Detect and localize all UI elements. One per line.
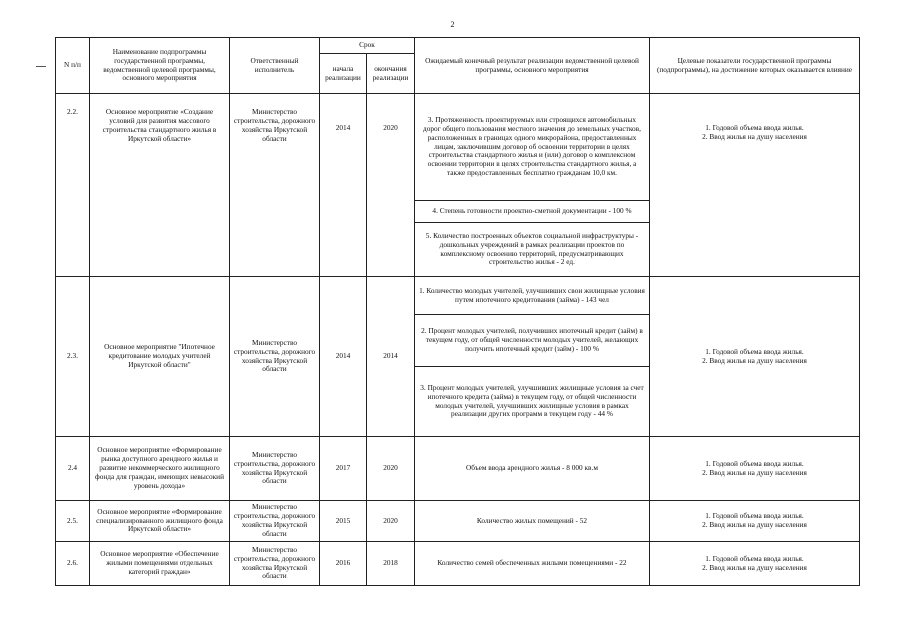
- indicator-line: 1. Годовой объема ввода жилья.: [705, 346, 804, 356]
- row-name: Основное мероприятие «Формирование специализированного жилищного фонда Иркутской области»: [90, 501, 230, 542]
- table-row: [56, 277, 860, 315]
- header-start: начала реализации: [320, 54, 367, 94]
- header-num: N п/п: [56, 38, 90, 94]
- row-result: Количество семей обеспеченных жилыми помещениями - 22: [415, 542, 650, 586]
- table-row: [56, 501, 860, 542]
- indicator-line: 1. Годовой объема ввода жилья.: [705, 553, 804, 563]
- row-result: 2. Процент молодых учителей, получивших ипотечный кредит (займ) в текущем году, от общей численности молодых учителей, желающих получить ипотечный кредит (займ) - 100 %: [415, 315, 650, 367]
- row-number: 2.4: [56, 437, 90, 501]
- indicator-line: 2. Ввод жилья на душу населения: [702, 131, 807, 141]
- row-start-year: 2014: [320, 94, 367, 277]
- row-indicators: [650, 437, 860, 501]
- row-name: Основное мероприятие «Создание условий для развития массового строительства стандартного жилья в Иркутской области»: [90, 94, 230, 277]
- page-number: 2: [450, 20, 455, 29]
- header-name: Наименование подпрограммы государственной программы, ведомственной целевой программы, основного мероприятия: [90, 38, 230, 94]
- row-number: 2.2.: [56, 94, 90, 277]
- row-executor: Министерство строительства, дорожного хозяйства Иркутской области: [230, 542, 320, 586]
- row-start-year: 2014: [320, 277, 367, 437]
- header-end: окончания реализации: [367, 54, 415, 94]
- row-end-year: 2014: [367, 277, 415, 437]
- indicator-line: 1. Годовой объема ввода жилья.: [705, 458, 804, 468]
- row-executor: Министерство строительства, дорожного хозяйства Иркутской области: [230, 437, 320, 501]
- header-indicators: Целевые показатели государственной программы (подпрограммы), на достижение которых оказывается влияние: [650, 38, 860, 94]
- table-row: [56, 437, 860, 501]
- indicator-line: 2. Ввод жилья на душу населения: [702, 355, 807, 365]
- row-name: Основное мероприятие «Обеспечение жилыми помещениями отдельных категорий граждан»: [90, 542, 230, 586]
- row-name: Основное мероприятие «Формирование рынка доступного арендного жилья и развитие некоммерческого жилищного фонда для граждан, имеющих невысокий уровень дохода»: [90, 437, 230, 501]
- row-number: 2.6.: [56, 542, 90, 586]
- table-row: [56, 542, 860, 586]
- row-result: Объем ввода арендного жилья - 8 000 кв.м: [415, 437, 650, 501]
- indicator-line: 2. Ввод жилья на душу населения: [702, 520, 807, 529]
- row-executor: Министерство строительства, дорожного хозяйства Иркутской области: [230, 94, 320, 277]
- row-indicators: [650, 501, 860, 542]
- row-indicators: [650, 277, 860, 437]
- row-result: Количество жилых помещений - 52: [415, 501, 650, 542]
- row-number: 2.5.: [56, 501, 90, 542]
- row-indicators: [650, 94, 860, 277]
- row-end-year: 2020: [367, 437, 415, 501]
- row-result: 5. Количество построенных объектов социальной инфраструктуры - дошкольных учреждений в рамках реализации проектов по комплексному освоению территорий, предусматривающих строительство жилья - 2 ед.: [415, 223, 650, 277]
- row-executor: Министерство строительства, дорожного хозяйства Иркутской области: [230, 501, 320, 542]
- row-name: Основное мероприятие "Ипотечное кредитование молодых учителей Иркутской области": [90, 277, 230, 437]
- row-result: 4. Степень готовности проектно-сметной документации - 100 %: [415, 201, 650, 223]
- row-number: 2.3.: [56, 277, 90, 437]
- row-start-year: 2017: [320, 437, 367, 501]
- indicator-line: 1. Годовой объема ввода жилья.: [705, 123, 804, 132]
- program-table: [55, 37, 860, 586]
- row-start-year: 2015: [320, 501, 367, 542]
- header-term: Срок: [320, 38, 415, 54]
- row-end-year: 2020: [367, 501, 415, 542]
- row-result: 3. Протяженность проектируемых или строящихся автомобильных дорог общего пользования местного значения до земельных участков, расположенных в границах одного микрорайона, предоставленных лицам, заключившим договор об освоении территории в целях строительства стандартного жилья и (или) договор о комплексном освоении территории в целях строительства стандартного жилья, а также предоставленных бесплатно гражданам 10,0 км.: [415, 94, 650, 201]
- row-result: 1. Количество молодых учителей, улучшивших свои жилищные условия путем ипотечного кредитования (займа) - 143 чел: [415, 277, 650, 315]
- row-end-year: 2020: [367, 94, 415, 277]
- header-result: Ожидаемый конечный результат реализации ведомственной целевой программы, основного мероприятия: [415, 38, 650, 94]
- row-executor: Министерство строительства, дорожного хозяйства Иркутской области: [230, 277, 320, 437]
- table-row: [56, 94, 860, 201]
- row-start-year: 2016: [320, 542, 367, 586]
- row-indicators: [650, 542, 860, 586]
- indicator-line: 2. Ввод жилья на душу населения: [702, 562, 807, 572]
- margin-mark: [36, 66, 46, 68]
- header-executor: Ответственный исполнитель: [230, 38, 320, 94]
- row-result: 3. Процент молодых учителей, улучшивших жилищные условия за счет ипотечного кредита (займа) в текущем году, от общей численности молодых учителей, улучшивших жилищные условия в рамках реализации других программ в текущем году - 44 %: [415, 367, 650, 437]
- indicator-line: 1. Годовой объема ввода жилья.: [705, 511, 804, 521]
- indicator-line: 2. Ввод жилья на душу населения: [702, 467, 807, 477]
- row-end-year: 2018: [367, 542, 415, 586]
